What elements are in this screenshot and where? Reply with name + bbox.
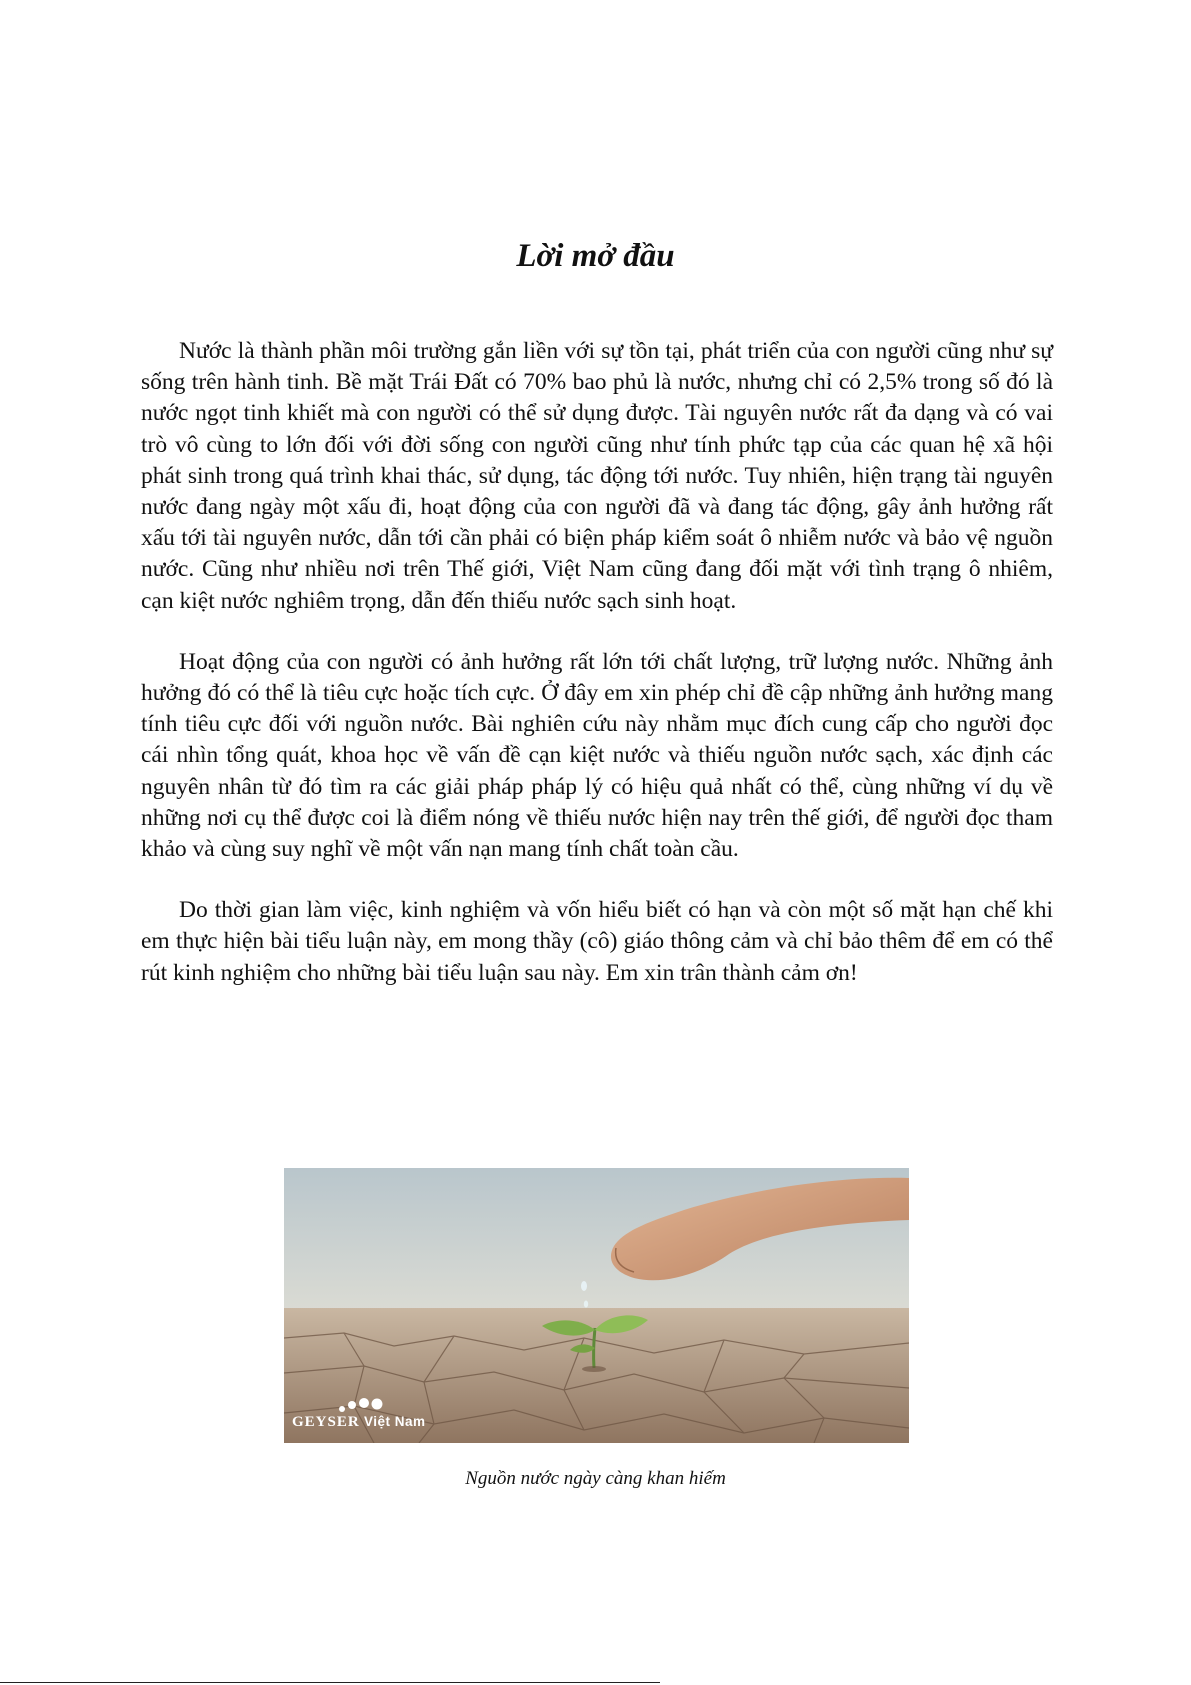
figure-caption: Nguồn nước ngày càng khan hiếm: [465, 1468, 726, 1489]
body-text: [141, 336, 1053, 1019]
paragraph-3: Do thời gian làm việc, kinh nghiệm và vốn hiểu biết có hạn và còn một số mặt hạn chế khi em thực hiện bài tiểu luận này, em mong thầy (cô) giáo thông cảm và chỉ bảo thêm để em có thể rút kinh nghiệm cho những bài tiểu luận sau này. Em xin trân thành cảm ơn!: [141, 897, 1053, 986]
watermark-text: Việt Nam: [363, 1414, 426, 1429]
paragraph-2: Hoạt động của con người có ảnh hưởng rất lớn tới chất lượng, trữ lượng nước. Những ảnh hưởng đó có thể là tiêu cực hoặc tích cực. Ở đây em xin phép chỉ đề cập những ảnh hưởng mang tính tiêu cực đối với nguồn nước. Bài nghiên cứu này nhằm mục đích cung cấp cho người đọc cái nhìn tổng quát, khoa học về vấn đề cạn kiệt nước và thiếu nguồn nước sạch, xác định các nguyên nhân từ đó tìm ra các giải pháp pháp lý có hiệu quả nhất có thể, cùng những ví dụ về những nơi cụ thể được coi là điểm nóng về thiếu nước hiện nay trên thế giới, để người đọc tham khảo và cùng suy nghĩ về một vấn nạn mang tính chất toàn cầu.: [141, 648, 1053, 863]
watermark: [292, 1414, 425, 1431]
paragraph-1: Nước là thành phần môi trường gắn liền với sự tồn tại, phát triển của con người cũng như sự sống trên hành tinh. Bề mặt Trái Đất có 70% bao phủ là nước, nhưng chỉ có 2,5% trong số đó là nước ngọt tinh khiết mà con người có thể sử dụng được. Tài nguyên nước rất đa dạng và có vai trò vô cùng to lớn đối với đời sống con người cũng như tính phức tạp của các quan hệ xã hội phát sinh trong quá trình khai thác, sử dụng, tác động tới nước. Tuy nhiên, hiện trạng tài nguyên nước đang ngày một xấu đi, hoạt động của con người đã và đang tác động, gây ảnh hưởng rất xấu tới tài nguyên nước, dẫn tới cần phải có biện pháp kiểm soát ô nhiễm nước và bảo vệ nguồn nước. Cũng như nhiều nơi trên Thế giới, Việt Nam cũng đang đối mặt với tình trạng ô nhiêm, cạn kiệt nước nghiêm trọng, dẫn đến thiếu nước sạch sinh hoạt.: [141, 338, 1053, 614]
footer-rule: [0, 1682, 660, 1683]
watermark-dots-icon: [336, 1394, 396, 1414]
watermark-brand: GEYSER: [292, 1414, 360, 1430]
figure-image: [284, 1168, 909, 1443]
page-title: Lời mở đầu: [516, 238, 675, 274]
